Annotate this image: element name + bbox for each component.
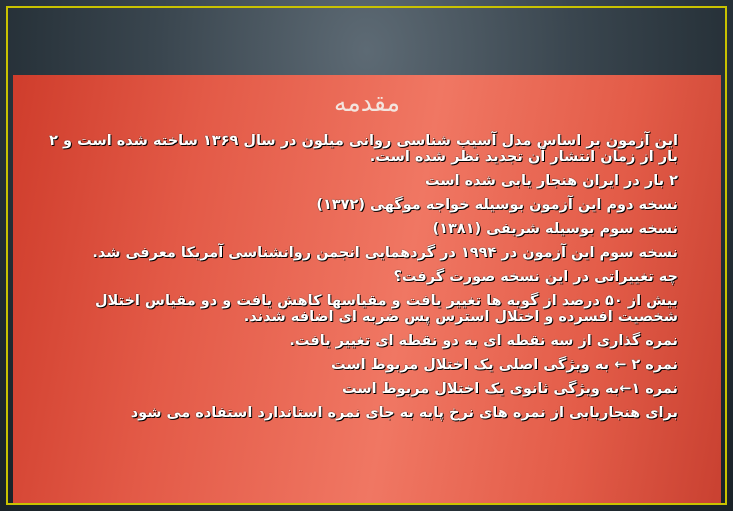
paragraph-3: نسخه دوم این آزمون بوسیله خواجه موگهی (۱۳۷۲) [316, 197, 678, 213]
paragraph-1: این آزمون بر اساس مدل آسیب شناسی روانی میلون در سال ۱۳۶۹ ساخته شده است و ۲ بار از زمان انتشار آن تجدید نظر شده است. [49, 133, 678, 165]
paragraph-11: برای هنجاریابی از نمره های نرخ پایه به جای نمره استاندارد استفاده می شود [130, 405, 678, 421]
paragraph-5: نسخه سوم این آزمون در ۱۹۹۴ در گردهمایی انجمن روانشناسی آمریکا معرفی شد. [92, 245, 678, 261]
paragraph-2: ۲ بار در ایران هنجار یابی شده است [425, 173, 678, 189]
paragraph-9: نمره ۲ ← به ویژگی اصلی یک اختلال مربوط است [331, 357, 678, 373]
paragraph-6: چه تغییراتی در این نسخه صورت گرفت؟ [393, 269, 678, 285]
paragraph-4: نسخه سوم بوسیله شریفی (۱۳۸۱) [432, 221, 678, 237]
paragraph-10: نمره ۱←به ویژگی ثانوی یک اختلال مربوط است [341, 381, 678, 397]
body-text-list [46, 133, 678, 429]
slide-title: مقدمه [334, 88, 400, 117]
paragraph-8: نمره گذاری از سه نقطه ای به دو نقطه ای تغییر یافت. [289, 333, 678, 349]
paragraph-7: بیش از ۵۰ درصد از گویه ها تغییر یافت و مقیاسها کاهش یافت و دو مقیاس اختلال شخصیت افسرده و اختلال استرس پس ضربه ای اضافه شدند. [94, 293, 678, 325]
